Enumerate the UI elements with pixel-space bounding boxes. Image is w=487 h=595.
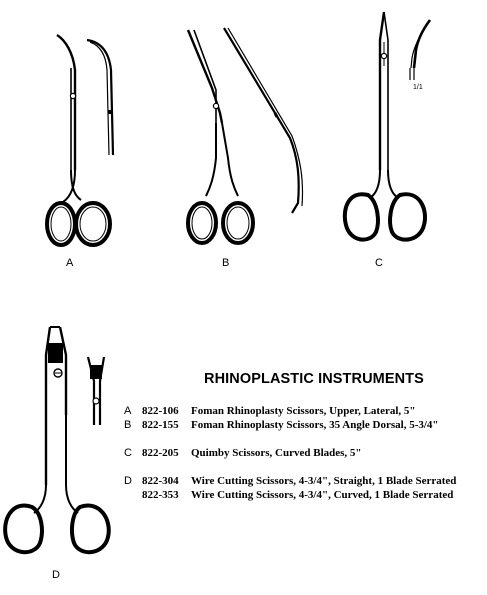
figure-b-label: B [222,257,230,269]
figure-a-label: A [66,257,74,269]
scissors-c-illustration [340,10,450,250]
item-letter: A [124,405,132,417]
item-letter: C [124,447,132,459]
item-letter: B [124,419,132,431]
item-code: 822-353 [142,489,179,501]
item-description: Foman Rhinoplasty Scissors, 35 Angle Dorsal, 5-3/4" [191,419,439,431]
figure-d [0,325,120,575]
scissors-b-illustration [180,28,330,253]
item-code: 822-304 [142,475,179,487]
scissors-d-illustration [0,325,120,575]
item-description: Foman Rhinoplasty Scissors, Upper, Lateral, 5" [191,405,416,417]
figure-d-label: D [52,569,60,581]
item-code: 822-106 [142,405,179,417]
item-letter: D [124,475,132,487]
figure-a [45,30,135,250]
catalog-title: RHINOPLASTIC INSTRUMENTS [204,371,424,387]
item-code: 822-205 [142,447,179,459]
figure-c [340,10,450,250]
scissors-a-illustration [45,30,135,250]
item-description: Quimby Scissors, Curved Blades, 5" [191,447,362,459]
figure-b [180,28,330,253]
figure-c-scale-note: 1/1 [413,84,423,91]
figure-c-label: C [375,257,383,269]
item-code: 822-155 [142,419,179,431]
item-description: Wire Cutting Scissors, 4-3/4", Straight, 1 Blade Serrated [191,475,457,487]
item-description: Wire Cutting Scissors, 4-3/4", Curved, 1 Blade Serrated [191,489,454,501]
